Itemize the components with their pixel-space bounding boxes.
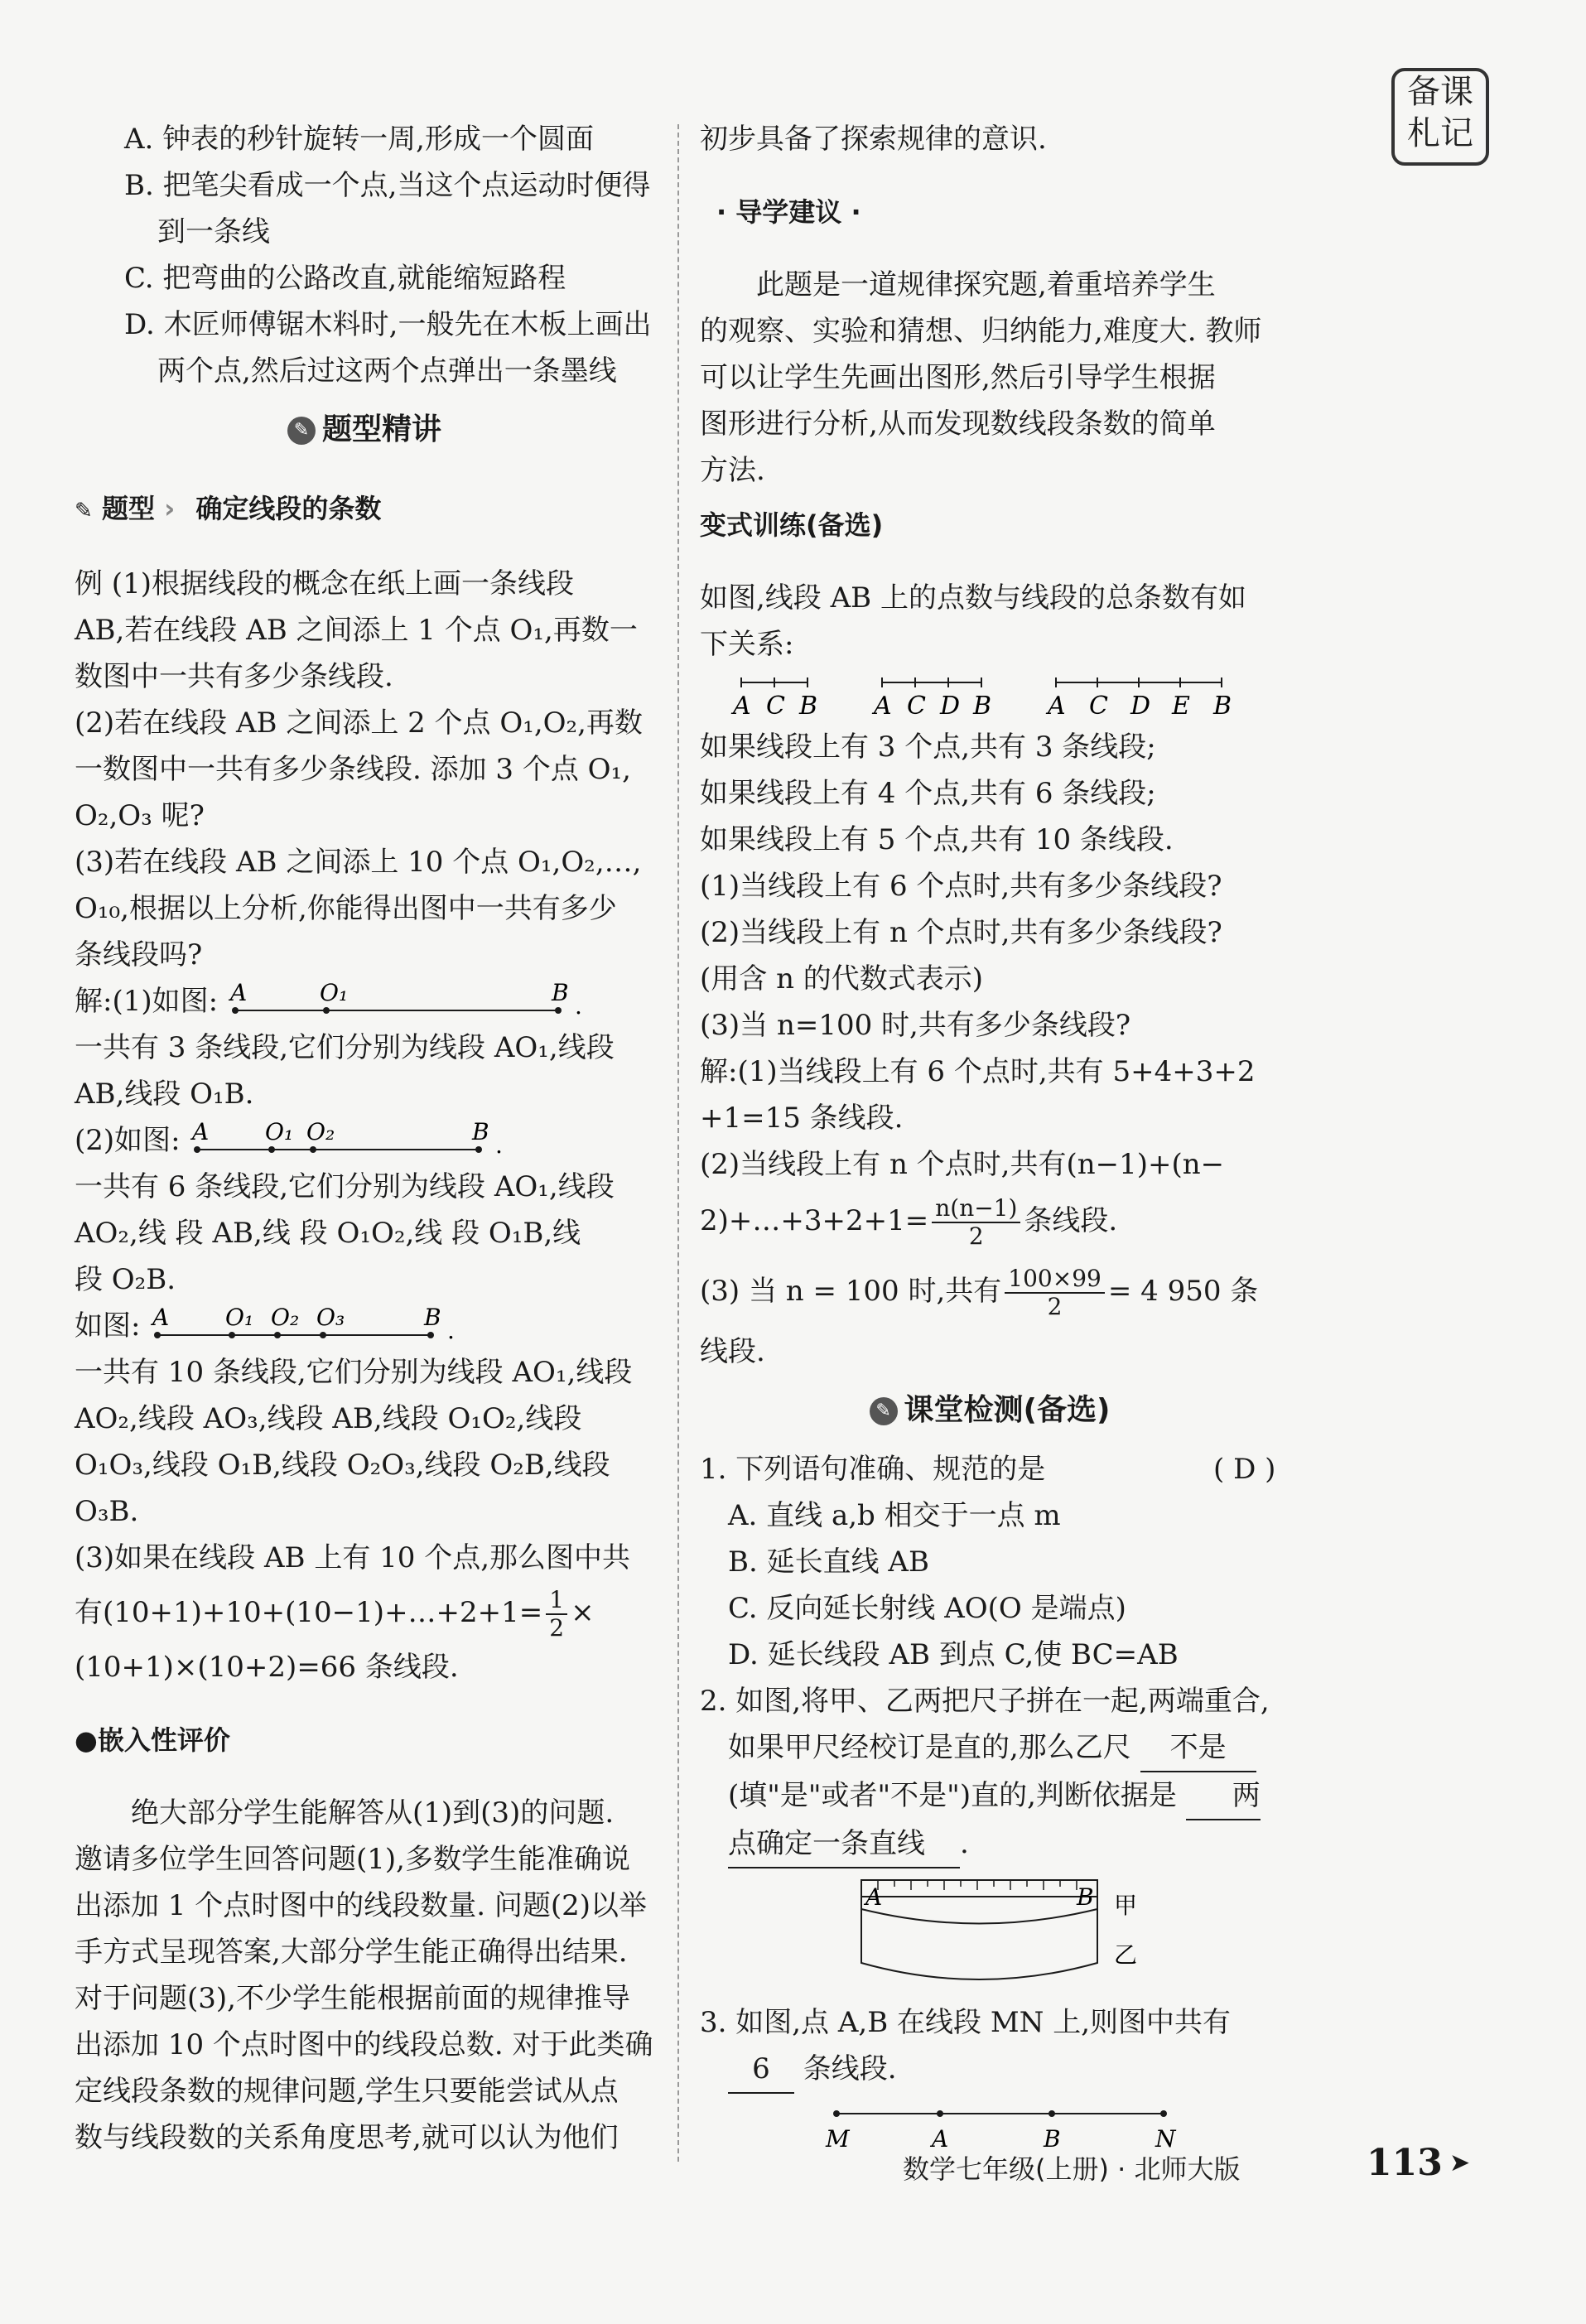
example-line9: 条线段吗? (75, 938, 203, 972)
solution-line10: AO₂,线段 AO₃,线段 AB,线段 O₁O₂,线段 (75, 1402, 582, 1435)
example-line2: AB,若在线段 AB 之间添上 1 个点 O₁,再数一 (75, 614, 638, 647)
edit-icon: ✎ (287, 417, 316, 445)
stamp-line1: 备课 (1407, 73, 1473, 111)
option-b-line1: B. 把笔尖看成一个点,当这个点运动时便得 (124, 169, 651, 202)
segment-diagram-3 (149, 1307, 497, 1348)
example-line5: 一数图中一共有多少条线段. 添加 3 个点 O₁, (75, 753, 631, 786)
ruler-diagram (700, 1872, 1280, 1996)
solution-line5: 一共有 6 条线段,它们分别为线段 AO₁,线段 (75, 1170, 615, 1203)
example-line4: (2)若在线段 AB 之间添上 2 个点 O₁,O₂,再数 (75, 706, 643, 740)
question2-line2: 如果甲尺经校订是直的,那么乙尺 不是 (700, 1724, 1280, 1772)
question3-answer: 6 (728, 2046, 794, 2094)
svg-text:B: B (799, 692, 818, 721)
footer-book-title: 数学七年级(上册) · 北师大版 (903, 2153, 1241, 2185)
point-o1 (229, 1332, 235, 1338)
segment-3-points (730, 677, 817, 721)
question-type-heading: ✎ 题型 › 确定线段的条数 (75, 493, 382, 524)
solution-line12: O₃B. (75, 1495, 139, 1528)
svg-text:A: A (733, 692, 751, 721)
segment-diagram-1 (227, 982, 608, 1024)
variant-line9: (3)当 n=100 时,共有多少条线段? (700, 1009, 1131, 1042)
page-number: 113 (1367, 2142, 1443, 2184)
label-o1: O₁ (265, 1121, 294, 1145)
question1-option-b: B. 延长直线 AB (728, 1545, 929, 1579)
label-a: A (229, 982, 248, 1006)
ruler-label-a: A (865, 1883, 883, 1911)
solution-line15: (10+1)×(10+2)=66 条线段. (75, 1651, 459, 1684)
solution-line1: 解:(1)如图: A O₁ B . (75, 978, 654, 1025)
point-b (427, 1332, 434, 1338)
decorative-arrow-icon: ➤ (1449, 2148, 1471, 2177)
point-a (232, 1007, 239, 1014)
label-a: A (152, 1307, 170, 1331)
variant-solution-line2: +1=15 条线段. (700, 1102, 904, 1135)
label-period: . (574, 992, 582, 1020)
question1: 1. 下列语句准确、规范的是 ( D ) (700, 1446, 1280, 1492)
example-line1: 例 (1)根据线段的概念在纸上画一条线段 (75, 567, 574, 600)
right-column (700, 116, 1280, 2158)
embedded-evaluation-title: ●嵌入性评价 (75, 1724, 230, 1756)
ruler-ticks (878, 1880, 1077, 1890)
example-line3: 数图中一共有多少条线段. (75, 660, 393, 693)
segment-diagram-2 (189, 1121, 537, 1163)
label-b: B (424, 1307, 441, 1331)
point-o1 (323, 1007, 330, 1014)
eval-line6: 出添加 10 个点时图中的线段总数. 对于此类确 (75, 2028, 653, 2061)
svg-text:A: A (1048, 692, 1066, 721)
point-o2 (310, 1146, 316, 1153)
fraction-n-formula: $\frac{n(n-1)}{2}$ (932, 1195, 1020, 1250)
solution-line14: 有(10+1)+10+(10−1)+…+2+1= $\frac{1}{2}$ × (75, 1586, 595, 1642)
fraction-half: $\frac{1}{2}$ (546, 1587, 567, 1642)
guide-title: · 导学建议 · (716, 196, 861, 228)
segment-5-points (1045, 677, 1232, 721)
guide-line4: 图形进行分析,从而发现数线段条数的简单 (700, 407, 1216, 441)
ruler-label-b: B (1077, 1883, 1094, 1911)
lesson-notes-stamp (1391, 68, 1489, 166)
segment-4-points (871, 677, 991, 721)
point-o2 (274, 1332, 281, 1338)
solution-line4: (2)如图: A O₁ O₂ B . (75, 1117, 654, 1164)
point-n (1160, 2110, 1167, 2117)
label-o3: O₃ (316, 1307, 345, 1331)
question1-option-a: A. 直线 a,b 相交于一点 m (728, 1499, 1061, 1532)
ruler-yi (861, 1880, 1097, 1979)
label-period: . (447, 1317, 456, 1344)
section-title-class-check: ✎ 课堂检测(备选) (700, 1381, 1280, 1439)
column-divider (677, 124, 679, 2162)
guide-line3: 可以让学生先画出图形,然后引导学生根据 (700, 361, 1216, 394)
solution-line6: AO₂,线 段 AB,线 段 O₁O₂,线 段 O₁B,线 (75, 1217, 581, 1250)
svg-text:C: C (907, 692, 926, 721)
pencil-icon: ✎ (75, 499, 93, 523)
point-a (194, 1146, 200, 1153)
svg-text:C: C (1089, 692, 1108, 721)
label-b: B (551, 982, 569, 1006)
question1-answer: ( D ) (1213, 1453, 1276, 1486)
ruler-jia (861, 1897, 1097, 1924)
question2-answer2-part2: 点确定一条直线 (728, 1820, 960, 1868)
label-period: . (495, 1131, 504, 1159)
option-a: A. 钟表的秒针旋转一周,形成一个圆面 (124, 123, 594, 156)
question3-line2: 6 条线段. (700, 2046, 1280, 2094)
question1-option-d: D. 延长线段 AB 到点 C,使 BC=AB (728, 1638, 1179, 1671)
guide-line5: 方法. (700, 454, 765, 487)
question2-answer1: 不是 (1140, 1724, 1256, 1772)
label-m: M (826, 2125, 850, 2153)
question2-line1: 2. 如图,将甲、乙两把尺子拼在一起,两端重合, (700, 1685, 1270, 1718)
point-a (937, 2110, 943, 2117)
example-line6: O₂,O₃ 呢? (75, 799, 205, 832)
page-footer (903, 2137, 1499, 2203)
svg-text:E: E (1172, 692, 1190, 721)
variant-line4: 如果线段上有 4 个点,共有 6 条线段; (700, 777, 1156, 810)
label-o1: O₁ (225, 1307, 254, 1331)
variant-line8: (用含 n 的代数式表示) (700, 962, 984, 996)
svg-text:D: D (940, 692, 961, 721)
stamp-line2: 札记 (1407, 114, 1473, 152)
chevron-right-icon: › (154, 493, 185, 524)
example-line8: O₁₀,根据以上分析,你能得出图中一共有多少 (75, 892, 617, 925)
example-line7: (3)若在线段 AB 之间添上 10 个点 O₁,O₂,…, (75, 846, 642, 879)
label-n: N (1155, 2125, 1176, 2153)
option-c: C. 把弯曲的公路改直,就能缩短路程 (124, 262, 566, 295)
solution-line8: 如图: A O₁ O₂ O₃ B . (75, 1303, 654, 1349)
ruler-label-jia: 甲 (1114, 1892, 1138, 1919)
point-a (154, 1332, 161, 1338)
label-o2: O₂ (306, 1121, 335, 1145)
svg-text:B: B (1213, 692, 1232, 721)
variant-line6: (1)当线段上有 6 个点时,共有多少条线段? (700, 870, 1222, 903)
point-o1 (268, 1146, 275, 1153)
svg-text:C: C (766, 692, 785, 721)
variant-solution-line4: 2)+…+3+2+1= $\frac{n(n-1)}{2}$ 条线段. (700, 1194, 1118, 1250)
question1-option-c: C. 反向延长射线 AO(O 是端点) (728, 1592, 1126, 1625)
section-title-question-types: ✎ 题型精讲 (75, 401, 654, 459)
label-o2: O₂ (271, 1307, 300, 1331)
solution-line3: AB,线段 O₁B. (75, 1078, 254, 1111)
variant-line5: 如果线段上有 5 个点,共有 10 条线段. (700, 823, 1174, 856)
question2-line4: 点确定一条直线 . (700, 1820, 1280, 1868)
variant-solution-line6: 线段. (700, 1335, 765, 1368)
ruler-label-yi: 乙 (1114, 1941, 1138, 1969)
eval-line5: 对于问题(3),不少学生能根据前面的规律推导 (75, 1982, 630, 2015)
solution-line2: 一共有 3 条线段,它们分别为线段 AO₁,线段 (75, 1031, 615, 1064)
variant-line3: 如果线段上有 3 个点,共有 3 条线段; (700, 730, 1156, 764)
edit-icon: ✎ (870, 1397, 898, 1425)
eval-line7: 定线段条数的规律问题,学生只要能尝试从点 (75, 2075, 619, 2108)
svg-text:D: D (1130, 692, 1151, 721)
variant-training-title: 变式训练(备选) (700, 509, 884, 541)
question2-line3: (填"是"或者"不是")直的,判断依据是 两 (700, 1772, 1280, 1820)
guide-line1: 此题是一道规律探究题,着重培养学生 (756, 268, 1216, 301)
guide-line2: 的观察、实验和猜想、归纳能力,难度大. 教师 (700, 315, 1262, 348)
point-m (833, 2110, 840, 2117)
question3-line1: 3. 如图,点 A,B 在线段 MN 上,则图中共有 (700, 2006, 1232, 2039)
variant-solution-line5: (3) 当 n = 100 时,共有 $\frac{100\times 99}{2}$ = 4 950 条 (700, 1265, 1259, 1320)
continued-text: 初步具备了探索规律的意识. (700, 123, 1047, 156)
variant-line1: 如图,线段 AB 上的点数与线段的总条数有如 (700, 581, 1246, 615)
eval-line3: 出添加 1 个点时图中的线段数量. 问题(2)以举 (75, 1889, 648, 1922)
label-a: A (192, 1121, 210, 1145)
three-segment-diagrams (700, 671, 1263, 721)
eval-line1: 绝大部分学生能解答从(1)到(3)的问题. (131, 1796, 615, 1830)
svg-text:A: A (874, 692, 892, 721)
label-o1: O₁ (319, 982, 349, 1006)
question2-answer2-part1: 两 (1186, 1772, 1261, 1820)
solution-line9: 一共有 10 条线段,它们分别为线段 AO₁,线段 (75, 1356, 633, 1389)
solution-line11: O₁O₃,线段 O₁B,线段 O₂O₃,线段 O₂B,线段 (75, 1449, 610, 1482)
svg-text:B: B (973, 692, 992, 721)
solution-line7: 段 O₂B. (75, 1263, 176, 1296)
option-b-line2: 到一条线 (157, 215, 270, 248)
label-b: B (472, 1121, 490, 1145)
point-b (555, 1007, 562, 1014)
option-d-line1: D. 木匠师傅锯木料时,一般先在木板上画出 (124, 308, 652, 341)
label-b: B (1044, 2125, 1061, 2153)
eval-line2: 邀请多位学生回答问题(1),多数学生能准确说 (75, 1843, 630, 1876)
variant-line2: 下关系: (700, 628, 794, 661)
variant-line7: (2)当线段上有 n 个点时,共有多少条线段? (700, 916, 1222, 949)
option-d-line2: 两个点,然后过这两个点弹出一条墨线 (157, 354, 617, 388)
point-o3 (320, 1332, 326, 1338)
point-b (1048, 2110, 1055, 2117)
variant-solution-line1: 解:(1)当线段上有 6 个点时,共有 5+4+3+2 (700, 1055, 1256, 1088)
left-column (75, 116, 654, 2161)
point-b (475, 1146, 482, 1153)
solution-line13: (3)如果在线段 AB 上有 10 个点,那么图中共 (75, 1541, 631, 1574)
fraction-100: $\frac{100\times 99}{2}$ (1005, 1266, 1105, 1320)
label-a: A (932, 2125, 949, 2153)
variant-solution-line3: (2)当线段上有 n 个点时,共有(n−1)+(n− (700, 1148, 1225, 1181)
eval-line4: 手方式呈现答案,大部分学生能正确得出结果. (75, 1936, 628, 1969)
eval-line8: 数与线段数的关系角度思考,就可以认为他们 (75, 2121, 619, 2154)
